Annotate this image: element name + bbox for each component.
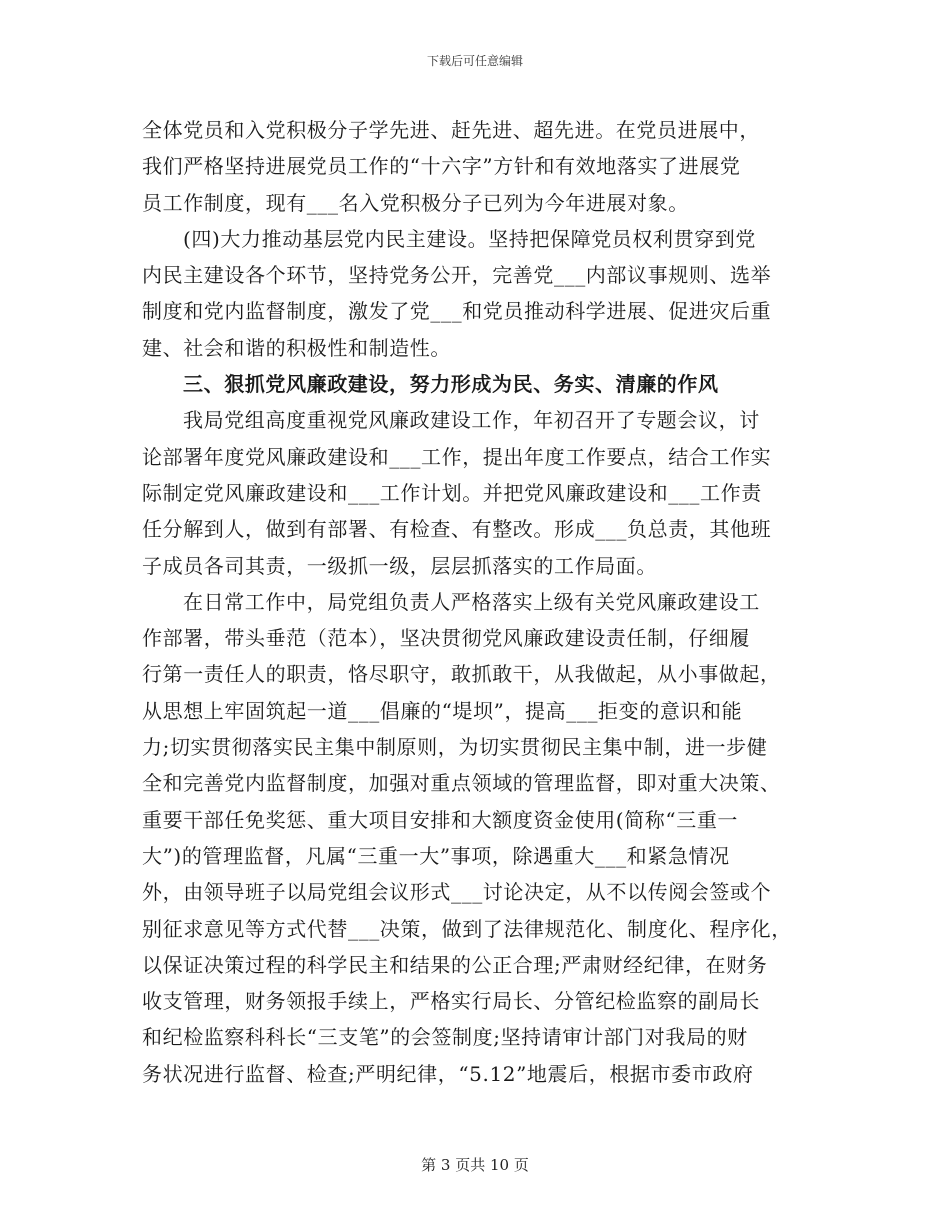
text-line: 收支管理，财务领报手续上，严格实行局长、分管纪检监察的副局长 [142, 989, 760, 1014]
text-line: 作部署，带头垂范（范本），坚决贯彻党风廉政建设责任制，仔细履 [142, 626, 750, 651]
text-line: 力;切实贯彻落实民主集中制原则，为切实贯彻民主集中制，进一步健 [142, 735, 768, 760]
text-line: 外，由领导班子以局党组会议形式___讨论决定，从不以传阅会签或个 [142, 880, 772, 905]
text-line: 制度和党内监督制度，激发了党___和党员推动科学进展、促进灾后重 [142, 299, 772, 324]
paragraph-start: 我局党组高度重视党风廉政建设工作，年初召开了专题会议，讨 [183, 408, 760, 433]
paragraph-start: (四)大力推动基层党内民主建设。坚持把保障党员权利贯穿到党 [183, 226, 757, 251]
text-line: 别征求意见等方式代替___决策，做到了法律规范化、制度化、程序化， [142, 916, 792, 941]
text-line: 员工作制度，现有___名入党积极分子已列为今年进展对象。 [142, 190, 689, 215]
text-line: 行第一责任人的职责，恪尽职守，敢抓敢干，从我做起，从小事做起， [142, 662, 781, 687]
text-line: 全体党员和入党积极分子学先进、赶先进、超先进。在党员进展中， [142, 118, 760, 142]
text-line: 际制定党风廉政建设和___工作计划。并把党风廉政建设和___工作责 [142, 480, 762, 505]
text-line: 内民主建设各个环节，坚持党务公开，完善党___内部议事规则、选举 [142, 263, 772, 288]
page-footer: 第 3 页共 10 页 [421, 1156, 529, 1174]
text-line: 子成员各司其责，一级抓一级，层层抓落实的工作局面。 [142, 553, 657, 578]
section-heading: 三、狠抓党风廉政建设，努力形成为民、务实、清廉的作风 [183, 372, 719, 397]
text-line: 以保证决策过程的科学民主和结果的公正合理;严肃财经纪律，在财务 [142, 952, 768, 977]
paragraph-start: 在日常工作中，局党组负责人严格落实上级有关党风廉政建设工 [183, 589, 760, 614]
text-line: 从思想上牢固筑起一道___倡廉的“堤坝”，提高___拒变的意识和能 [142, 698, 743, 723]
text-line: 务状况进行监督、检查;严明纪律，“5.12”地震后，根据市委市政府 [142, 1061, 754, 1086]
text-line: 全和完善党内监督制度，加强对重点领域的管理监督，即对重大决策、 [142, 771, 781, 796]
text-line: 我们严格坚持进展党员工作的“十六字”方针和有效地落实了进展党 [142, 154, 741, 179]
page-header: 下载后可任意编辑 [426, 54, 523, 68]
document-body [142, 112, 810, 1092]
text-line: 论部署年度党风廉政建设和___工作，提出年度工作要点，结合工作实 [142, 444, 772, 469]
text-line: 重要干部任免奖惩、重大项目安排和大额度资金使用(简称“三重一 [142, 807, 739, 832]
text-line: 和纪检监察科科长“三支笔”的会签制度;坚持请审计部门对我局的财 [142, 1025, 748, 1050]
text-line: 建、社会和谐的积极性和制造性。 [142, 335, 451, 360]
text-line: 任分解到人，做到有部署、有检查、有整改。形成___负总责，其他班 [142, 517, 772, 542]
text-line: 大”)的管理监督，凡属“三重一大”事项，除遇重大___和紧急情况 [142, 843, 730, 868]
